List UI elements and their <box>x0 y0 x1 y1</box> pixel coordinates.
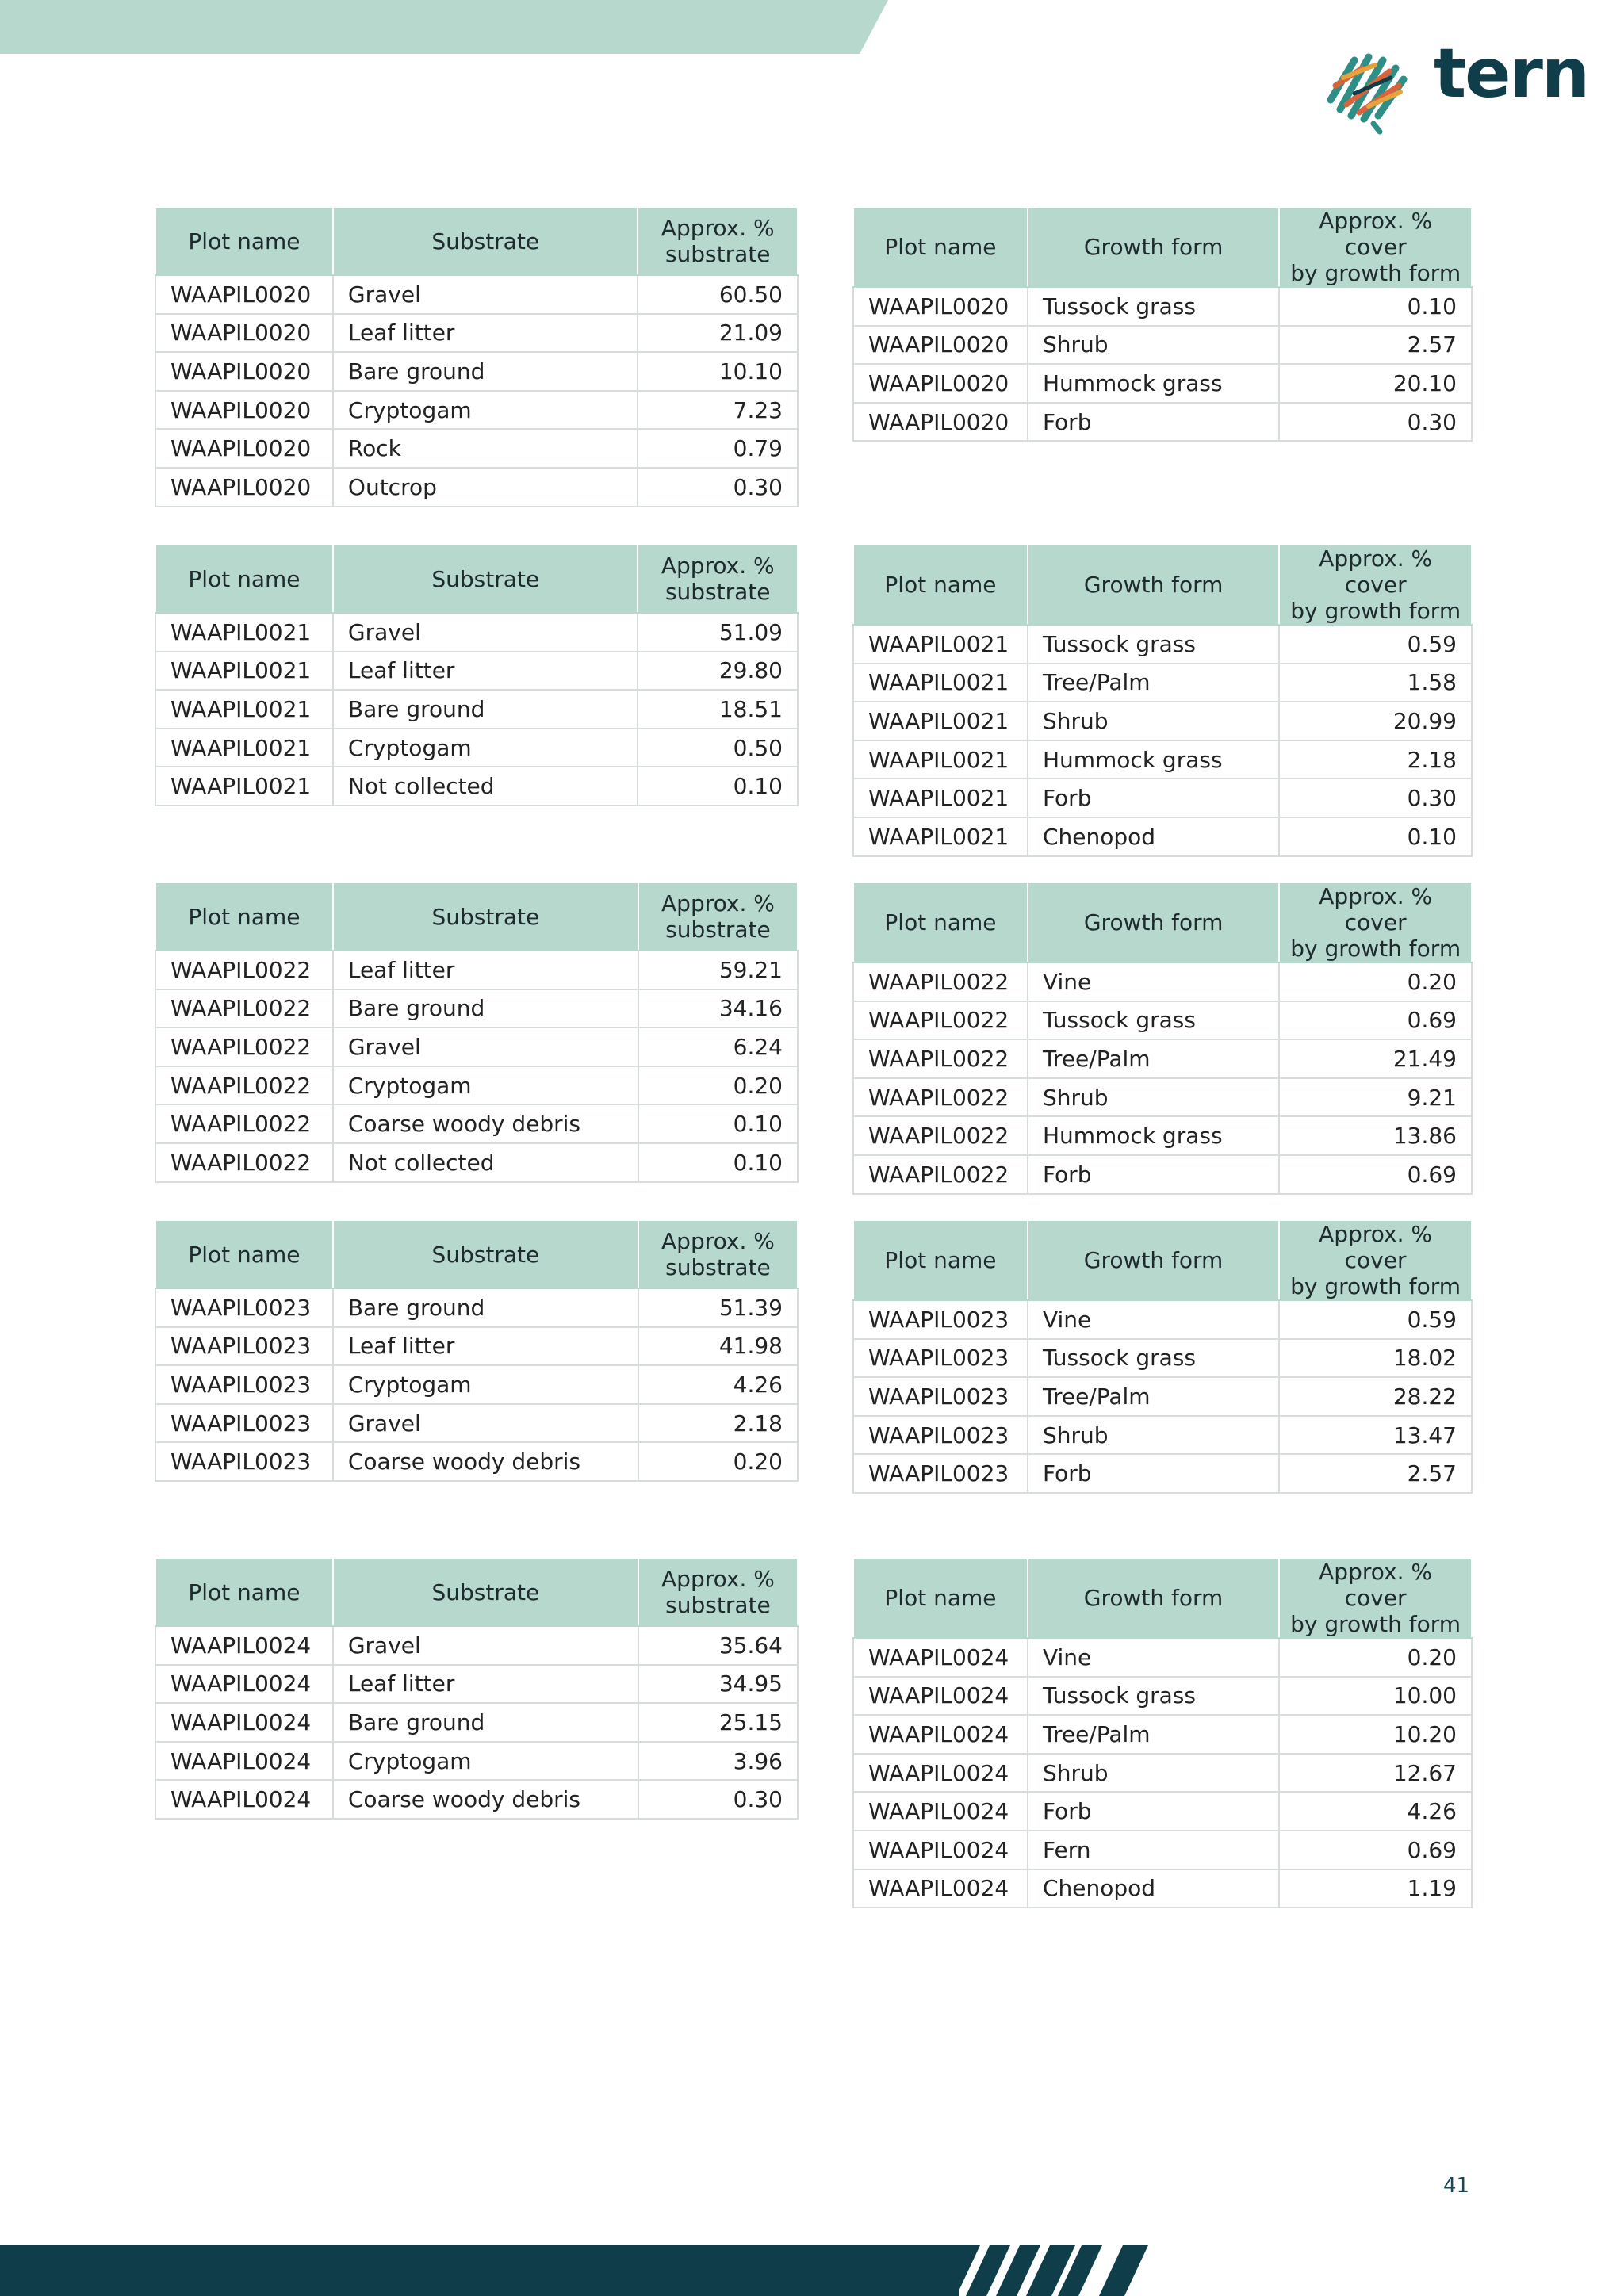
plot-name-cell: WAAPIL0024 <box>853 1715 1028 1754</box>
table-pair <box>155 1219 1473 1557</box>
substrate-cell: Gravel <box>333 1027 638 1066</box>
plot-name-cell: WAAPIL0024 <box>853 1638 1028 1677</box>
table-row <box>853 326 1472 365</box>
percent-cell: 7.23 <box>638 391 798 430</box>
percent-cell: 34.95 <box>638 1665 798 1704</box>
growth-form-table <box>852 206 1473 442</box>
growth-form-cell: Tree/Palm <box>1028 664 1279 702</box>
column-header: Plot name <box>853 1558 1028 1638</box>
growth-form-table <box>852 1219 1473 1494</box>
percent-cell: 25.15 <box>638 1703 798 1742</box>
column-header: Growth form <box>1028 545 1279 625</box>
plot-name-cell: WAAPIL0023 <box>853 1416 1028 1455</box>
substrate-table <box>155 1557 799 1820</box>
plot-name-cell: WAAPIL0024 <box>155 1665 333 1704</box>
table-row <box>155 690 798 729</box>
table-row <box>155 652 798 691</box>
plot-name-cell: WAAPIL0022 <box>155 951 333 989</box>
percent-cell: 0.50 <box>638 729 798 767</box>
growth-form-cell: Tussock grass <box>1028 287 1279 326</box>
percent-cell: 2.18 <box>1279 740 1472 779</box>
percent-cell: 20.10 <box>1279 364 1472 403</box>
percent-cell: 18.02 <box>1279 1339 1472 1378</box>
percent-cell: 0.10 <box>1279 287 1472 326</box>
substrate-cell: Outcrop <box>333 468 638 507</box>
table-row <box>155 1327 798 1366</box>
percent-cell: 13.86 <box>1279 1116 1472 1155</box>
percent-cell: 0.59 <box>1279 1300 1472 1339</box>
plot-name-cell: WAAPIL0023 <box>155 1365 333 1404</box>
table-row <box>155 468 798 507</box>
substrate-cell: Cryptogam <box>333 1365 638 1404</box>
plot-name-cell: WAAPIL0020 <box>155 352 333 391</box>
substrate-cell: Gravel <box>333 613 638 652</box>
table-header-row <box>155 1220 798 1288</box>
column-header: Plot name <box>853 207 1028 287</box>
percent-cell: 9.21 <box>1279 1078 1472 1117</box>
substrate-cell: Bare ground <box>333 1703 638 1742</box>
plot-name-cell: WAAPIL0022 <box>155 1143 333 1182</box>
table-row <box>853 702 1472 740</box>
growth-form-cell: Tussock grass <box>1028 1677 1279 1716</box>
substrate-cell: Cryptogam <box>333 729 638 767</box>
substrate-cell: Cryptogam <box>333 1742 638 1781</box>
table-row <box>155 1365 798 1404</box>
plot-name-cell: WAAPIL0021 <box>853 817 1028 856</box>
table-header-row <box>155 207 798 275</box>
table-row <box>853 1001 1472 1040</box>
percent-cell: 35.64 <box>638 1626 798 1665</box>
plot-name-cell: WAAPIL0020 <box>155 429 333 468</box>
plot-name-cell: WAAPIL0022 <box>853 1116 1028 1155</box>
growth-form-cell: Hummock grass <box>1028 364 1279 403</box>
column-header: Approx. % substrate <box>638 882 798 951</box>
substrate-cell: Not collected <box>333 1143 638 1182</box>
column-header: Approx. % cover by growth form <box>1279 1558 1472 1638</box>
percent-cell: 60.50 <box>638 275 798 314</box>
table-row <box>853 403 1472 442</box>
plot-name-cell: WAAPIL0024 <box>155 1742 333 1781</box>
plot-name-cell: WAAPIL0021 <box>853 702 1028 740</box>
plot-name-cell: WAAPIL0021 <box>155 613 333 652</box>
plot-name-cell: WAAPIL0024 <box>853 1869 1028 1908</box>
percent-cell: 3.96 <box>638 1742 798 1781</box>
percent-cell: 0.10 <box>638 767 798 806</box>
percent-cell: 0.20 <box>1279 962 1472 1001</box>
table-header-row <box>155 882 798 951</box>
table-row <box>853 664 1472 702</box>
table-row <box>853 1754 1472 1793</box>
table-row <box>155 1288 798 1327</box>
table-row <box>853 962 1472 1001</box>
percent-cell: 0.59 <box>1279 625 1472 664</box>
column-header: Plot name <box>853 882 1028 962</box>
plot-name-cell: WAAPIL0022 <box>853 1039 1028 1078</box>
percent-cell: 0.69 <box>1279 1831 1472 1869</box>
substrate-cell: Bare ground <box>333 352 638 391</box>
logo-wordmark: tern <box>1434 34 1589 113</box>
column-header: Substrate <box>333 1558 638 1626</box>
table-header-row <box>155 1558 798 1626</box>
plot-name-cell: WAAPIL0021 <box>853 740 1028 779</box>
column-header: Plot name <box>853 545 1028 625</box>
plot-name-cell: WAAPIL0020 <box>853 403 1028 442</box>
plot-name-cell: WAAPIL0024 <box>853 1792 1028 1831</box>
column-header: Substrate <box>333 207 638 275</box>
percent-cell: 4.26 <box>1279 1792 1472 1831</box>
percent-cell: 34.16 <box>638 989 798 1028</box>
substrate-table <box>155 544 799 806</box>
table-pair <box>155 544 1473 882</box>
percent-cell: 12.67 <box>1279 1754 1472 1793</box>
growth-form-table <box>852 882 1473 1195</box>
percent-cell: 21.49 <box>1279 1039 1472 1078</box>
table-row <box>155 1665 798 1704</box>
substrate-cell: Bare ground <box>333 989 638 1028</box>
table-row <box>155 989 798 1028</box>
column-header: Growth form <box>1028 1558 1279 1638</box>
substrate-cell: Gravel <box>333 1626 638 1665</box>
plot-name-cell: WAAPIL0022 <box>155 1104 333 1143</box>
substrate-cell: Bare ground <box>333 690 638 729</box>
growth-form-cell: Hummock grass <box>1028 1116 1279 1155</box>
table-row <box>155 314 798 353</box>
plot-name-cell: WAAPIL0021 <box>155 690 333 729</box>
table-row <box>853 1677 1472 1716</box>
growth-form-cell: Fern <box>1028 1831 1279 1869</box>
substrate-cell: Coarse woody debris <box>333 1780 638 1819</box>
substrate-cell: Leaf litter <box>333 1327 638 1366</box>
growth-form-cell: Chenopod <box>1028 1869 1279 1908</box>
plot-name-cell: WAAPIL0023 <box>155 1288 333 1327</box>
percent-cell: 59.21 <box>638 951 798 989</box>
column-header: Approx. % cover by growth form <box>1279 545 1472 625</box>
percent-cell: 0.69 <box>1279 1155 1472 1194</box>
column-header: Plot name <box>853 1220 1028 1300</box>
plot-name-cell: WAAPIL0023 <box>853 1300 1028 1339</box>
table-row <box>853 1039 1472 1078</box>
percent-cell: 20.99 <box>1279 702 1472 740</box>
column-header: Growth form <box>1028 882 1279 962</box>
table-row <box>155 1066 798 1105</box>
column-header: Approx. % substrate <box>638 207 798 275</box>
plot-name-cell: WAAPIL0022 <box>853 1078 1028 1117</box>
table-row <box>155 613 798 652</box>
table-row <box>853 1792 1472 1831</box>
growth-form-cell: Shrub <box>1028 1416 1279 1455</box>
table-row <box>155 1104 798 1143</box>
substrate-cell: Cryptogam <box>333 391 638 430</box>
table-row <box>155 729 798 767</box>
growth-form-table <box>852 1557 1473 1908</box>
substrate-cell: Not collected <box>333 767 638 806</box>
table-row <box>155 1703 798 1742</box>
column-header: Plot name <box>155 1220 333 1288</box>
table-row <box>155 1742 798 1781</box>
table-row <box>853 1638 1472 1677</box>
table-row <box>155 767 798 806</box>
percent-cell: 0.20 <box>638 1066 798 1105</box>
table-pair <box>155 206 1473 544</box>
growth-form-cell: Vine <box>1028 1300 1279 1339</box>
page-number: 41 <box>1443 2174 1470 2198</box>
column-header: Approx. % cover by growth form <box>1279 207 1472 287</box>
growth-form-cell: Forb <box>1028 1155 1279 1194</box>
plot-name-cell: WAAPIL0024 <box>155 1780 333 1819</box>
percent-cell: 21.09 <box>638 314 798 353</box>
plot-name-cell: WAAPIL0022 <box>155 1066 333 1105</box>
table-row <box>155 1442 798 1481</box>
plot-name-cell: WAAPIL0022 <box>155 1027 333 1066</box>
growth-form-cell: Forb <box>1028 779 1279 817</box>
percent-cell: 13.47 <box>1279 1416 1472 1455</box>
table-row <box>853 1300 1472 1339</box>
percent-cell: 0.30 <box>1279 403 1472 442</box>
table-row <box>853 1078 1472 1117</box>
table-row <box>155 951 798 989</box>
table-row <box>853 1715 1472 1754</box>
column-header: Approx. % substrate <box>638 545 798 613</box>
plot-name-cell: WAAPIL0020 <box>853 326 1028 365</box>
percent-cell: 2.57 <box>1279 326 1472 365</box>
column-header: Approx. % cover by growth form <box>1279 882 1472 962</box>
growth-form-cell: Forb <box>1028 403 1279 442</box>
percent-cell: 10.10 <box>638 352 798 391</box>
table-row <box>853 1155 1472 1194</box>
column-header: Plot name <box>155 1558 333 1626</box>
percent-cell: 18.51 <box>638 690 798 729</box>
substrate-cell: Cryptogam <box>333 1066 638 1105</box>
plot-name-cell: WAAPIL0023 <box>853 1454 1028 1493</box>
percent-cell: 0.30 <box>1279 779 1472 817</box>
substrate-cell: Coarse woody debris <box>333 1442 638 1481</box>
table-header-row <box>853 882 1472 962</box>
substrate-cell: Coarse woody debris <box>333 1104 638 1143</box>
substrate-table <box>155 206 799 507</box>
percent-cell: 10.00 <box>1279 1677 1472 1716</box>
percent-cell: 29.80 <box>638 652 798 691</box>
percent-cell: 0.30 <box>638 468 798 507</box>
header-band <box>0 0 888 54</box>
substrate-cell: Gravel <box>333 1404 638 1443</box>
table-row <box>853 740 1472 779</box>
table-header-row <box>853 545 1472 625</box>
growth-form-cell: Chenopod <box>1028 817 1279 856</box>
table-header-row <box>853 1558 1472 1638</box>
plot-name-cell: WAAPIL0021 <box>853 625 1028 664</box>
column-header: Growth form <box>1028 207 1279 287</box>
substrate-cell: Gravel <box>333 275 638 314</box>
table-row <box>155 1027 798 1066</box>
percent-cell: 28.22 <box>1279 1377 1472 1416</box>
table-row <box>853 625 1472 664</box>
plot-name-cell: WAAPIL0024 <box>853 1831 1028 1869</box>
plot-name-cell: WAAPIL0023 <box>853 1339 1028 1378</box>
percent-cell: 1.58 <box>1279 664 1472 702</box>
substrate-table <box>155 882 799 1183</box>
plot-name-cell: WAAPIL0021 <box>155 729 333 767</box>
table-row <box>155 1780 798 1819</box>
substrate-cell: Bare ground <box>333 1288 638 1327</box>
table-pair <box>155 882 1473 1219</box>
growth-form-cell: Tree/Palm <box>1028 1715 1279 1754</box>
growth-form-cell: Tussock grass <box>1028 625 1279 664</box>
plot-name-cell: WAAPIL0021 <box>853 664 1028 702</box>
growth-form-cell: Tussock grass <box>1028 1001 1279 1040</box>
column-header: Plot name <box>155 207 333 275</box>
table-row <box>155 1626 798 1665</box>
table-pair <box>155 1557 1473 1902</box>
percent-cell: 10.20 <box>1279 1715 1472 1754</box>
plot-name-cell: WAAPIL0022 <box>155 989 333 1028</box>
table-row <box>853 779 1472 817</box>
plot-name-cell: WAAPIL0023 <box>155 1327 333 1366</box>
plot-name-cell: WAAPIL0023 <box>155 1404 333 1443</box>
growth-form-cell: Tree/Palm <box>1028 1377 1279 1416</box>
growth-form-cell: Hummock grass <box>1028 740 1279 779</box>
percent-cell: 41.98 <box>638 1327 798 1366</box>
percent-cell: 0.10 <box>638 1143 798 1182</box>
percent-cell: 0.10 <box>638 1104 798 1143</box>
substrate-cell: Leaf litter <box>333 314 638 353</box>
table-row <box>155 1404 798 1443</box>
percent-cell: 0.20 <box>1279 1638 1472 1677</box>
tables-container <box>155 206 1473 1902</box>
table-row <box>155 1143 798 1182</box>
plot-name-cell: WAAPIL0020 <box>853 287 1028 326</box>
substrate-cell: Leaf litter <box>333 951 638 989</box>
table-header-row <box>853 1220 1472 1300</box>
table-row <box>853 1377 1472 1416</box>
growth-form-cell: Forb <box>1028 1792 1279 1831</box>
growth-form-cell: Tussock grass <box>1028 1339 1279 1378</box>
plot-name-cell: WAAPIL0020 <box>853 364 1028 403</box>
percent-cell: 6.24 <box>638 1027 798 1066</box>
percent-cell: 51.09 <box>638 613 798 652</box>
plot-name-cell: WAAPIL0023 <box>853 1377 1028 1416</box>
table-row <box>155 429 798 468</box>
growth-form-cell: Forb <box>1028 1454 1279 1493</box>
table-row <box>853 1869 1472 1908</box>
plot-name-cell: WAAPIL0022 <box>853 962 1028 1001</box>
plot-name-cell: WAAPIL0020 <box>155 275 333 314</box>
table-row <box>853 287 1472 326</box>
column-header: Plot name <box>155 545 333 613</box>
column-header: Approx. % substrate <box>638 1558 798 1626</box>
growth-form-cell: Vine <box>1028 1638 1279 1677</box>
table-row <box>853 1339 1472 1378</box>
column-header: Approx. % substrate <box>638 1220 798 1288</box>
growth-form-cell: Shrub <box>1028 702 1279 740</box>
substrate-table <box>155 1219 799 1482</box>
column-header: Substrate <box>333 545 638 613</box>
plot-name-cell: WAAPIL0020 <box>155 391 333 430</box>
plot-name-cell: WAAPIL0023 <box>155 1442 333 1481</box>
table-row <box>853 364 1472 403</box>
column-header: Substrate <box>333 1220 638 1288</box>
table-row <box>853 1416 1472 1455</box>
table-row <box>155 275 798 314</box>
percent-cell: 4.26 <box>638 1365 798 1404</box>
column-header: Plot name <box>155 882 333 951</box>
footer-band <box>0 2245 1624 2296</box>
plot-name-cell: WAAPIL0021 <box>155 767 333 806</box>
plot-name-cell: WAAPIL0020 <box>155 314 333 353</box>
substrate-cell: Leaf litter <box>333 1665 638 1704</box>
percent-cell: 0.10 <box>1279 817 1472 856</box>
growth-form-cell: Shrub <box>1028 1078 1279 1117</box>
plot-name-cell: WAAPIL0024 <box>155 1626 333 1665</box>
plot-name-cell: WAAPIL0021 <box>155 652 333 691</box>
table-header-row <box>155 545 798 613</box>
percent-cell: 0.69 <box>1279 1001 1472 1040</box>
table-row <box>155 391 798 430</box>
column-header: Approx. % cover by growth form <box>1279 1220 1472 1300</box>
growth-form-cell: Shrub <box>1028 326 1279 365</box>
plot-name-cell: WAAPIL0020 <box>155 468 333 507</box>
substrate-cell: Leaf litter <box>333 652 638 691</box>
column-header: Growth form <box>1028 1220 1279 1300</box>
growth-form-table <box>852 544 1473 857</box>
growth-form-cell: Shrub <box>1028 1754 1279 1793</box>
growth-form-cell: Vine <box>1028 962 1279 1001</box>
table-row <box>853 1116 1472 1155</box>
plot-name-cell: WAAPIL0024 <box>853 1677 1028 1716</box>
percent-cell: 2.18 <box>638 1404 798 1443</box>
percent-cell: 2.57 <box>1279 1454 1472 1493</box>
table-row <box>155 352 798 391</box>
table-header-row <box>853 207 1472 287</box>
percent-cell: 51.39 <box>638 1288 798 1327</box>
table-row <box>853 817 1472 856</box>
plot-name-cell: WAAPIL0021 <box>853 779 1028 817</box>
plot-name-cell: WAAPIL0024 <box>155 1703 333 1742</box>
substrate-cell: Rock <box>333 429 638 468</box>
table-row <box>853 1831 1472 1869</box>
percent-cell: 0.30 <box>638 1780 798 1819</box>
percent-cell: 0.20 <box>638 1442 798 1481</box>
plot-name-cell: WAAPIL0024 <box>853 1754 1028 1793</box>
growth-form-cell: Tree/Palm <box>1028 1039 1279 1078</box>
plot-name-cell: WAAPIL0022 <box>853 1001 1028 1040</box>
column-header: Substrate <box>333 882 638 951</box>
percent-cell: 1.19 <box>1279 1869 1472 1908</box>
table-row <box>853 1454 1472 1493</box>
percent-cell: 0.79 <box>638 429 798 468</box>
plot-name-cell: WAAPIL0022 <box>853 1155 1028 1194</box>
